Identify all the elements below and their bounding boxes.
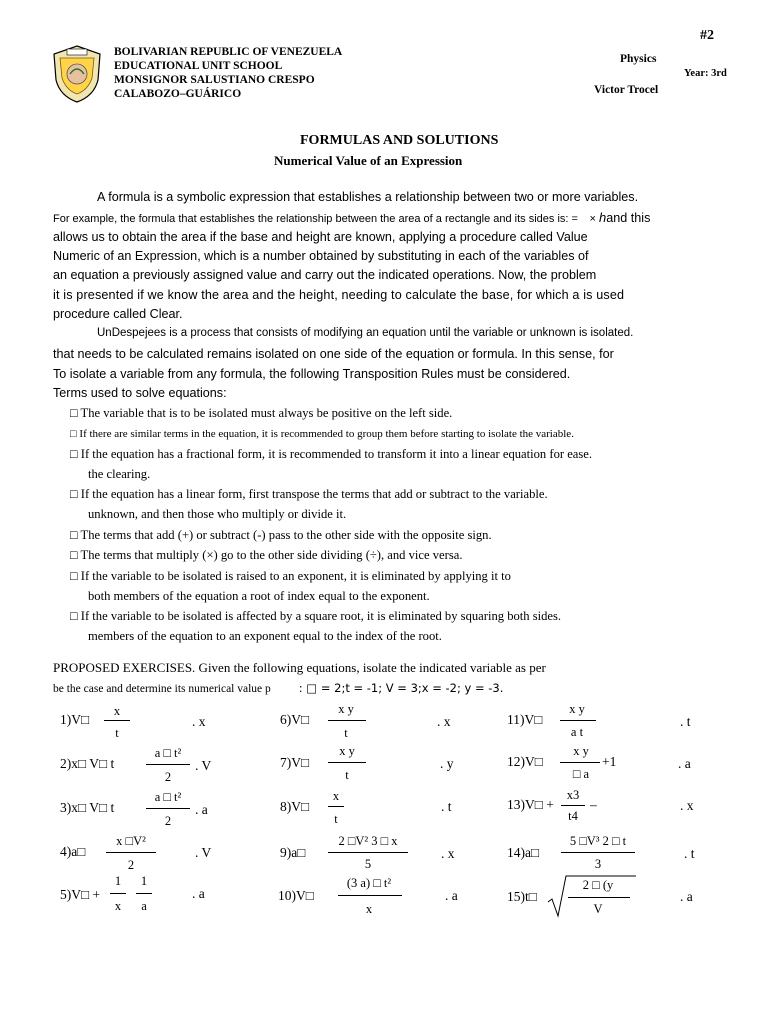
fraction-bar xyxy=(328,852,408,853)
exercises-values-text: be the case and determine its numerical value p xyxy=(53,683,271,695)
exercise-variable: . V xyxy=(195,758,212,773)
exercise-lhs: 4)a□ xyxy=(60,844,86,859)
paragraph-line: To isolate a variable from any formula, the following Transposition Rules must be considered. xyxy=(53,367,571,381)
fraction-bar xyxy=(338,895,402,896)
exercise-denominator: 2 xyxy=(164,814,172,828)
exercise-denominator: x xyxy=(114,899,122,913)
institution-line-1: BOLIVARIAN REPUBLIC OF VENEZUELA xyxy=(114,46,343,58)
exercise-variable: . t xyxy=(680,714,691,729)
exercise-variable: . V xyxy=(195,845,212,860)
bullet-icon: □ xyxy=(70,609,78,623)
rule-item: □ The variable that is to be isolated must always be positive on the left side. xyxy=(70,406,453,420)
fraction-bar xyxy=(560,762,600,763)
school-logo xyxy=(50,44,104,104)
exercise-denominator: t xyxy=(345,768,349,782)
exercise-denominator: 5 xyxy=(364,857,372,871)
exercise-variable: . x xyxy=(680,798,694,813)
fraction-bar xyxy=(104,720,130,721)
exercise-lhs: 9)a□ xyxy=(280,845,306,860)
rule-item-continued: unknown, and then those who multiply or divide it. xyxy=(88,507,347,521)
fraction-bar xyxy=(560,720,596,721)
page-number: #2 xyxy=(700,28,714,43)
paragraph-line: UnDespejees is a process that consists of modifying an equation until the variable or unknown is isolated. xyxy=(97,327,634,339)
fraction-bar xyxy=(328,720,366,721)
exercise-numerator: a □ t² xyxy=(154,790,182,804)
exercise-numerator: x xyxy=(113,704,121,718)
paragraph-line: allows us to obtain the area if the base and height are known, applying a procedure called Value xyxy=(53,230,588,244)
rule-item: □ If the equation has a fractional form, it is recommended to transform it into a linear equation for ease. xyxy=(70,447,593,461)
page-subtitle: Numerical Value of an Expression xyxy=(274,153,463,168)
exercise-numerator-2: 1 xyxy=(140,874,148,888)
exercises-values xyxy=(53,681,503,695)
fraction-bar xyxy=(146,808,190,809)
institution-line-2: EDUCATIONAL UNIT SCHOOL xyxy=(114,60,283,72)
institution-line-3: MONSIGNOR SALUSTIANO CRESPO xyxy=(114,74,315,86)
exercise-numerator: x3 xyxy=(566,788,580,802)
exercise-denominator: 2 xyxy=(164,770,172,784)
bullet-icon: □ xyxy=(70,447,78,461)
bullet-icon: □ xyxy=(70,406,78,420)
exercise-numerator: x □V² xyxy=(116,834,146,848)
exercise-variable: . a xyxy=(192,886,205,901)
paragraph-line: Numeric of an Expression, which is a number obtained by substituting in each of the variables of xyxy=(53,249,589,263)
rule-item: □ The terms that multiply (×) go to the other side dividing (÷), and vice versa. xyxy=(70,548,463,562)
exercise-denominator: t xyxy=(344,726,348,740)
exercise-denominator: t xyxy=(334,812,338,826)
paragraph-text: and this xyxy=(606,211,651,225)
page-title: FORMULAS AND SOLUTIONS xyxy=(300,133,499,148)
exercise-numerator: x y xyxy=(338,702,354,716)
bullet-icon: □ xyxy=(70,528,78,542)
exercise-numerator: (3 a) □ t² xyxy=(346,876,392,890)
area-formula-h: h xyxy=(599,210,607,225)
exercise-numerator: x y xyxy=(569,702,585,716)
exercise-lhs: 5)V□ + xyxy=(60,887,101,902)
exercise-numerator: x y xyxy=(339,744,355,758)
fraction-bar xyxy=(561,805,585,806)
exercise-lhs: 13)V□ + xyxy=(507,797,554,812)
exercise-lhs: 10)V□ xyxy=(278,888,314,903)
paragraph-line: A formula is a symbolic expression that establishes a relationship between two or more variables. xyxy=(97,190,639,204)
fraction-bar xyxy=(146,764,190,765)
exercise-lhs: 1)V□ xyxy=(60,712,90,727)
exercise-lhs: 11)V□ xyxy=(507,712,543,727)
rule-item: □ The terms that add (+) or subtract (-) pass to the other side with the opposite sign. xyxy=(70,528,492,542)
paragraph-line: it is presented if we know the area and the height, needing to calculate the base, for which a is used xyxy=(53,288,625,302)
exercise-numerator: 1 xyxy=(114,874,122,888)
exercises-intro: PROPOSED EXERCISES. Given the following equations, isolate the indicated variable as per xyxy=(53,660,546,675)
exercise-denominator: 3 xyxy=(594,857,602,871)
exercise-lhs: 8)V□ xyxy=(280,799,310,814)
exercise-variable: . y xyxy=(440,756,454,771)
fraction-bar xyxy=(328,762,366,763)
paragraph-line: Terms used to solve equations: xyxy=(53,386,227,400)
rule-item: □ If the variable to be isolated is raised to an exponent, it is eliminated by applying it to xyxy=(70,569,511,583)
exercise-lhs: 6)V□ xyxy=(280,712,310,727)
exercise-denominator: t xyxy=(115,726,119,740)
exercise-lhs: 7)V□ xyxy=(280,755,310,770)
area-formula: = × xyxy=(568,213,600,225)
exercise-denominator: □ a xyxy=(572,767,590,781)
paragraph-text: For example, the formula that establishes the relationship between the area of a rectangle and its sides is: xyxy=(53,213,569,225)
teacher-name: Victor Trocel xyxy=(594,84,659,96)
exercises-values-list: : □ = 2;t = -1; V = 3;x = -2; y = -3. xyxy=(298,681,504,695)
exercise-numerator: 2 □V² 3 □ x xyxy=(338,834,398,848)
exercise-variable: . x xyxy=(192,714,206,729)
exercise-lhs: 3)x□ V□ t xyxy=(60,800,115,815)
fraction-bar xyxy=(561,852,635,853)
year-label: Year: 3rd xyxy=(684,68,727,79)
rule-item-continued: members of the equation to an exponent equal to the index of the root. xyxy=(88,629,442,643)
exercise-denominator-2: a xyxy=(141,899,147,913)
exercise-variable: . t xyxy=(684,846,695,861)
exercise-numerator: x y xyxy=(573,744,589,758)
rule-item: □ If the variable to be isolated is affected by a square root, it is eliminated by squaring both sides. xyxy=(70,609,562,623)
bullet-icon: □ xyxy=(70,569,78,583)
exercise-variable: . a xyxy=(445,888,458,903)
exercise-variable: . a xyxy=(678,756,691,771)
bullet-icon: □ xyxy=(70,548,78,562)
institution-line-4: CALABOZO–GUÁRICO xyxy=(114,88,242,100)
fraction-bar xyxy=(136,893,152,894)
institution-block xyxy=(114,45,342,101)
subject-label: Physics xyxy=(620,53,657,65)
exercise-denominator: x xyxy=(365,902,373,916)
fraction-bar xyxy=(568,897,630,898)
exercise-extra: – xyxy=(590,797,597,812)
exercise-denominator: a t xyxy=(570,725,584,739)
paragraph-line: procedure called Clear. xyxy=(53,307,183,321)
rule-item-continued: both members of the equation a root of index equal to the exponent. xyxy=(88,589,430,603)
rule-item: □ If there are similar terms in the equation, it is recommended to group them before starting to isolate the variable. xyxy=(70,428,574,440)
exercise-numerator: 5 □V³ 2 □ t xyxy=(569,834,627,848)
fraction-bar xyxy=(328,806,344,807)
paragraph-line xyxy=(53,210,650,225)
exercise-numerator: a □ t² xyxy=(154,746,182,760)
exercise-variable: . t xyxy=(441,799,452,814)
exercise-variable: . x xyxy=(441,846,455,861)
bullet-icon: □ xyxy=(70,428,77,440)
exercise-denominator: t4 xyxy=(568,809,578,823)
exercise-variable: . a xyxy=(680,889,693,904)
exercise-variable: . x xyxy=(437,714,451,729)
fraction-bar xyxy=(106,852,156,853)
fraction-bar xyxy=(110,893,126,894)
exercise-extra: +1 xyxy=(602,754,617,769)
exercise-numerator: x xyxy=(332,789,340,803)
rule-item: □ If the equation has a linear form, first transpose the terms that add or subtract to the variable. xyxy=(70,487,548,501)
exercise-lhs: 12)V□ xyxy=(507,754,543,769)
exercise-denominator: V xyxy=(593,902,603,916)
bullet-icon: □ xyxy=(70,487,78,501)
paragraph-line: an equation a previously assigned value and carry out the indicated operations. Now, the problem xyxy=(53,268,597,282)
exercise-variable: . a xyxy=(195,802,208,817)
exercise-denominator: 2 xyxy=(127,858,135,872)
exercise-lhs: 15)t□ xyxy=(507,889,537,904)
paragraph-line: that needs to be calculated remains isolated on one side of the equation or formula. In this sense, for xyxy=(53,347,614,361)
exercise-numerator: 2 □ (y xyxy=(582,878,614,892)
exercise-lhs: 2)x□ V□ t xyxy=(60,756,115,771)
rule-item-continued: the clearing. xyxy=(88,467,151,481)
exercise-lhs: 14)a□ xyxy=(507,845,540,860)
